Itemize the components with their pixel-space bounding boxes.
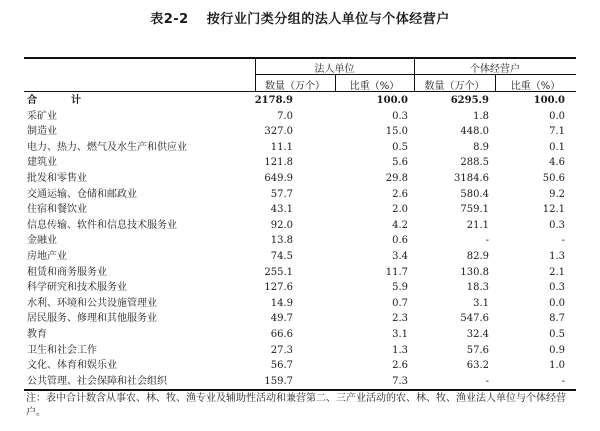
individual-count-cell: 21.1 [466, 219, 489, 231]
legal-count-cell: 327.0 [264, 126, 293, 138]
table-row [24, 343, 576, 359]
row-label: 采矿业 [27, 110, 57, 122]
individual-count-cell: 759.1 [460, 204, 489, 216]
row-label: 批发和零售业 [27, 173, 87, 184]
table-row [24, 124, 576, 140]
individual-share-cell: 2.1 [549, 266, 565, 278]
legal-share-cell: 5.6 [392, 157, 408, 169]
legal-count-cell: 49.7 [270, 313, 293, 325]
individual-count-cell: 18.3 [466, 282, 489, 294]
table-row [24, 140, 576, 156]
legal-count-cell: 255.1 [264, 266, 293, 278]
individual-share-cell: 7.1 [549, 126, 565, 138]
table-row [24, 187, 576, 203]
individual-share-cell: 100.0 [533, 95, 565, 106]
individual-count-cell: - [485, 375, 489, 387]
individual-share-cell: 4.6 [549, 157, 565, 169]
legal-share-cell: 15.0 [385, 126, 408, 138]
legal-share-cell: 0.6 [392, 235, 408, 247]
table-row [24, 280, 576, 296]
table-row [24, 249, 576, 265]
legal-share-cell: 0.7 [392, 297, 408, 309]
legal-share-cell: 100.0 [376, 95, 408, 106]
row-label: 租赁和商务服务业 [27, 266, 107, 278]
table-row [24, 233, 576, 249]
legal-share-cell: 3.4 [392, 251, 408, 262]
individual-share-cell: - [561, 375, 565, 387]
legal-count-cell: 2178.9 [254, 95, 293, 106]
legal-share-cell: 3.1 [392, 329, 408, 340]
individual-count-cell: 3184.6 [454, 173, 489, 184]
legal-share-cell: 29.8 [385, 173, 408, 184]
individual-share-cell: 50.6 [542, 173, 565, 184]
individual-share-cell: 0.3 [549, 282, 565, 294]
header-individual-businesses: 个体经营户 [470, 64, 520, 75]
table-row [24, 358, 576, 374]
individual-share-cell: 0.1 [549, 141, 565, 153]
top-rule [24, 57, 576, 59]
individual-count-cell: 63.2 [466, 360, 489, 372]
table-row [24, 171, 576, 187]
individual-count-cell: 547.6 [460, 313, 489, 325]
legal-count-cell: 92.0 [270, 219, 293, 231]
table-note: 注：表中合计数含从事农、林、牧、渔专业及辅助性活动和兼营第二、三产业活动的农、林、牧、渔业法人单位与个体经营户。 [26, 393, 566, 418]
row-label: 卫生和社会工作 [27, 344, 97, 356]
legal-count-cell: 649.9 [264, 173, 293, 184]
table-row [24, 327, 576, 343]
table-row [24, 374, 576, 390]
individual-count-cell: 130.8 [460, 266, 489, 278]
row-label: 水利、环境和公共设施管理业 [27, 297, 157, 309]
legal-share-cell: 2.6 [392, 188, 408, 200]
individual-share-cell: 8.7 [549, 313, 565, 325]
table-row [24, 265, 576, 281]
table-row-total [24, 93, 576, 109]
individual-count-cell: 57.6 [466, 344, 489, 356]
row-label: 交通运输、仓储和邮政业 [27, 188, 137, 200]
table-title-text: 按行业门类分组的法人单位与个体经营户 [206, 12, 450, 27]
individual-count-cell: 32.4 [466, 329, 489, 340]
row-label: 居民服务、修理和其他服务业 [27, 313, 157, 325]
row-label: 住宿和餐饮业 [27, 204, 87, 216]
individual-count-cell: - [485, 235, 489, 247]
legal-count-cell: 57.7 [270, 188, 293, 200]
legal-share-cell: 5.9 [392, 282, 408, 294]
individual-share-cell: 0.9 [549, 344, 565, 356]
legal-count-cell: 27.3 [270, 344, 293, 356]
header-individual-share: 比重（%） [510, 81, 561, 92]
row-label: 公共管理、社会保障和社会组织 [27, 375, 167, 387]
individual-share-cell: - [561, 235, 565, 247]
legal-share-cell: 2.3 [392, 313, 408, 325]
individual-count-cell: 8.9 [473, 141, 489, 153]
legal-count-cell: 121.8 [264, 157, 293, 169]
table-row [24, 155, 576, 171]
legal-share-cell: 0.3 [392, 110, 408, 122]
row-label: 金融业 [27, 235, 57, 247]
row-label: 文化、体育和娱乐业 [27, 360, 117, 372]
row-label: 房地产业 [27, 251, 67, 262]
header-legal-units: 法人单位 [314, 64, 355, 75]
individual-count-cell: 3.1 [473, 297, 489, 309]
individual-count-cell: 1.8 [473, 110, 489, 122]
row-label: 建筑业 [27, 157, 57, 169]
individual-share-cell: 12.1 [542, 204, 565, 216]
legal-count-cell: 66.6 [270, 329, 293, 340]
individual-share-cell: 0.0 [549, 297, 565, 309]
row-label: 教育 [27, 329, 47, 340]
table-row [24, 296, 576, 312]
legal-count-cell: 43.1 [270, 204, 293, 216]
table-row [24, 311, 576, 327]
individual-count-cell: 580.4 [460, 188, 489, 200]
individual-count-cell: 82.9 [466, 251, 489, 262]
individual-count-cell: 448.0 [460, 126, 489, 138]
row-label: 科学研究和技术服务业 [27, 282, 127, 294]
legal-share-cell: 2.0 [392, 204, 408, 216]
row-label: 信息传输、软件和信息技术服务业 [27, 219, 177, 231]
individual-count-cell: 288.5 [460, 157, 489, 169]
table-number: 表2-2 [150, 12, 189, 27]
table-row [24, 202, 576, 218]
individual-share-cell: 0.0 [549, 110, 565, 122]
individual-count-cell: 6295.9 [450, 95, 489, 106]
row-label: 制造业 [27, 126, 57, 138]
individual-share-cell: 1.3 [549, 251, 565, 262]
legal-count-cell: 159.7 [264, 375, 293, 387]
table-row [24, 218, 576, 234]
legal-count-cell: 14.9 [270, 297, 293, 309]
legal-count-cell: 11.1 [270, 141, 293, 153]
row-label: 合 计 [27, 95, 93, 106]
legal-count-cell: 56.7 [270, 360, 293, 372]
header-legal-count: 数量（万个） [265, 81, 325, 92]
table-row [24, 109, 576, 125]
individual-share-cell: 0.5 [549, 329, 565, 340]
header-individual-count: 数量（万个） [424, 81, 485, 92]
row-label: 电力、热力、燃气及水生产和供应业 [27, 141, 187, 153]
legal-count-cell: 7.0 [277, 110, 293, 122]
individual-share-cell: 1.0 [549, 360, 565, 372]
legal-share-cell: 4.2 [392, 219, 408, 231]
header-legal-share: 比重（%） [349, 81, 400, 92]
individual-share-cell: 9.2 [549, 188, 565, 200]
individual-share-cell: 0.3 [549, 219, 565, 231]
legal-count-cell: 13.8 [270, 235, 293, 247]
legal-share-cell: 0.5 [392, 141, 408, 153]
legal-share-cell: 11.7 [385, 266, 408, 278]
legal-share-cell: 2.6 [392, 360, 408, 372]
legal-count-cell: 127.6 [264, 282, 293, 294]
table-title [0, 8, 600, 27]
legal-share-cell: 7.3 [392, 375, 408, 387]
legal-count-cell: 74.5 [270, 251, 293, 262]
legal-share-cell: 1.3 [392, 344, 408, 356]
